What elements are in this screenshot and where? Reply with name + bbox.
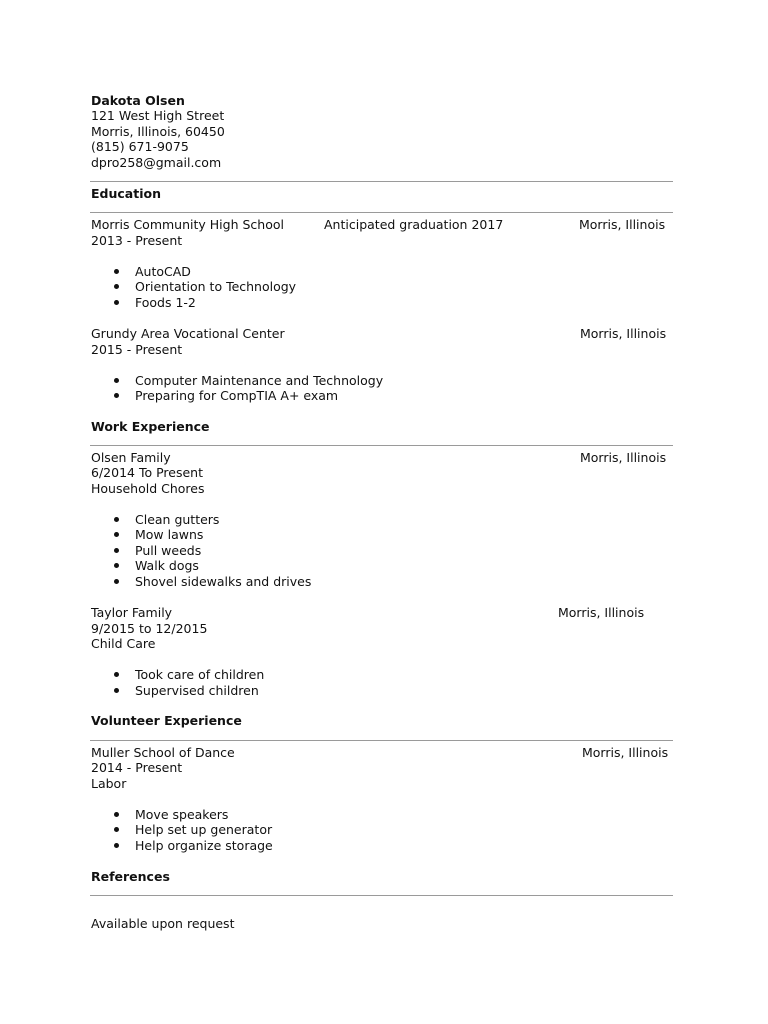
city-state-zip: Morris, Illinois, 60450 [91,124,225,139]
bullet-icon [114,812,119,817]
course-item: Orientation to Technology [135,279,297,294]
references-heading: References [91,869,170,884]
volunteer-task: Move speakers [135,807,229,822]
volunteer-location: Morris, Illinois [582,745,669,760]
divider [90,740,673,741]
volunteer-task: Help organize storage [135,838,273,853]
applicant-name: Dakota Olsen [91,93,185,108]
bullet-icon [114,548,119,553]
education-heading: Education [91,186,161,201]
bullet-icon [114,378,119,383]
duty-item: Mow lawns [135,527,204,542]
bullet-icon [114,672,119,677]
graduation-note: Anticipated graduation 2017 [324,217,504,232]
volunteer-org: Muller School of Dance [91,745,235,760]
job-role: Household Chores [91,481,205,496]
job-role: Child Care [91,636,156,651]
job-dates: 9/2015 to 12/2015 [91,621,208,636]
references-text: Available upon request [91,916,235,931]
employer-location: Morris, Illinois [580,450,667,465]
duty-item: Shovel sidewalks and drives [135,574,312,589]
bullet-icon [114,563,119,568]
duty-item: Walk dogs [135,558,199,573]
email-address: dpro258@gmail.com [91,155,222,170]
bullet-icon [114,688,119,693]
volunteer-dates: 2014 - Present [91,760,183,775]
course-item: Foods 1-2 [135,295,196,310]
bullet-icon [114,532,119,537]
bullet-icon [114,393,119,398]
course-item: Preparing for CompTIA A+ exam [135,388,339,403]
course-item: AutoCAD [135,264,191,279]
school-dates: 2015 - Present [91,342,183,357]
volunteer-task: Help set up generator [135,822,273,837]
divider [90,445,673,446]
divider [90,181,673,182]
bullet-icon [114,843,119,848]
divider [90,895,673,896]
bullet-icon [114,827,119,832]
volunteer-heading: Volunteer Experience [91,713,242,728]
bullet-icon [114,300,119,305]
duty-item: Took care of children [135,667,265,682]
duty-item: Supervised children [135,683,259,698]
divider [90,212,673,213]
work-heading: Work Experience [91,419,210,434]
phone-number: (815) 671-9075 [91,139,189,154]
street-address: 121 West High Street [91,108,225,123]
school-dates: 2013 - Present [91,233,183,248]
course-item: Computer Maintenance and Technology [135,373,384,388]
employer-name: Taylor Family [91,605,173,620]
school-name: Morris Community High School [91,217,284,232]
duty-item: Pull weeds [135,543,202,558]
bullet-icon [114,517,119,522]
bullet-icon [114,284,119,289]
school-location: Morris, Illinois [580,326,667,341]
bullet-icon [114,579,119,584]
bullet-icon [114,269,119,274]
volunteer-role: Labor [91,776,127,791]
school-location: Morris, Illinois [579,217,666,232]
duty-item: Clean gutters [135,512,220,527]
employer-name: Olsen Family [91,450,171,465]
job-dates: 6/2014 To Present [91,465,203,480]
school-name: Grundy Area Vocational Center [91,326,285,341]
employer-location: Morris, Illinois [558,605,645,620]
